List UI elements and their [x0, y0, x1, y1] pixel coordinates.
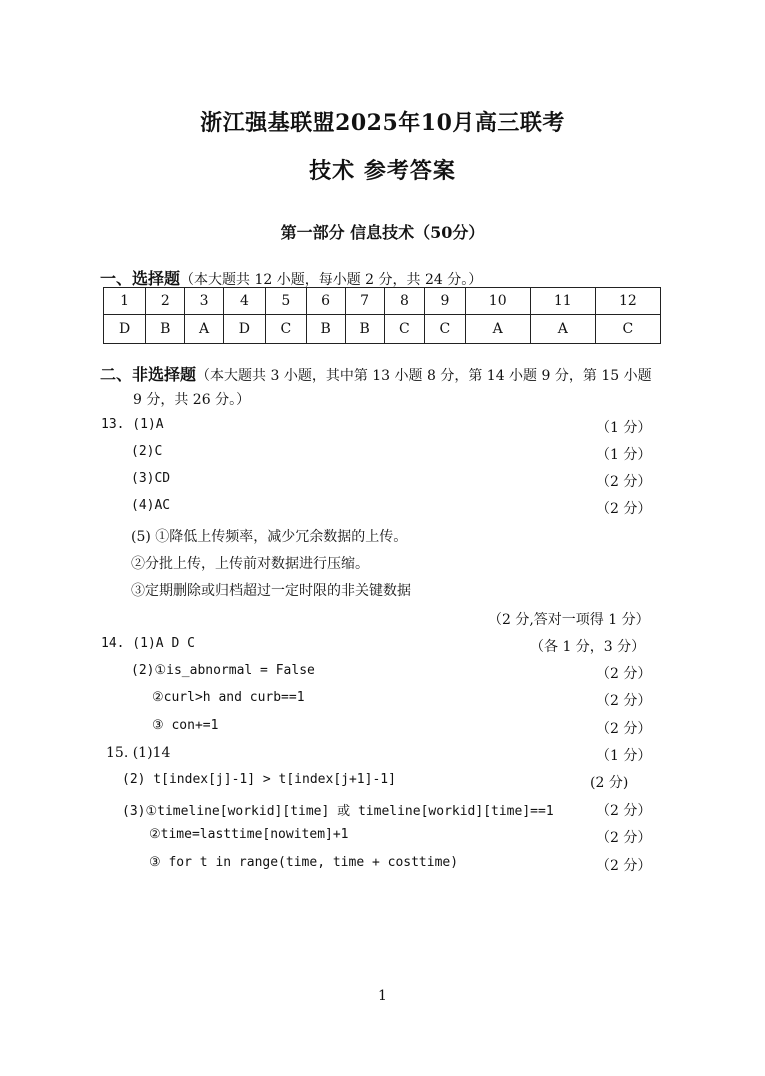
question-number: 5	[266, 288, 307, 315]
answer-cell: A	[530, 315, 595, 344]
q15-answer-1: 15. (1)14	[106, 745, 171, 761]
answer-cell: A	[465, 315, 530, 344]
question-number: 6	[306, 288, 345, 315]
part-title: 第一部分 信息技术（50分）	[280, 223, 485, 242]
question-number: 3	[185, 288, 223, 315]
q14-answer-2a: (2)①is_abnormal = False	[131, 663, 315, 678]
question-number: 4	[223, 288, 265, 315]
question-number: 11	[530, 288, 595, 315]
q13-answer-2: (2)C	[131, 444, 163, 459]
q13-answer-4: (4)AC	[131, 498, 171, 513]
q13-answer-1: 13. (1)A	[101, 417, 164, 432]
q14-score-3: （2 分）	[596, 693, 652, 709]
q13-score-2: （1 分）	[596, 447, 652, 463]
section1-note: （本大题共 12 小题，每小题 2 分，共 24 分。）	[180, 272, 483, 288]
q14-answer-1: 14. (1)A D C	[101, 636, 195, 651]
page-title: 浙江强基联盟2025年10月高三联考	[200, 110, 565, 136]
section2-note-line2: 9 分，共 26 分。）	[133, 392, 251, 408]
q13-score-5: （2 分,答对一项得 1 分）	[488, 612, 650, 628]
answer-cell: B	[345, 315, 384, 344]
question-number: 1	[104, 288, 146, 315]
q15-answer-2: (2) t[index[j]-1] > t[index[j+1]-1]	[122, 772, 396, 787]
multiple-choice-answer-table	[103, 287, 661, 344]
question-number: 2	[146, 288, 185, 315]
q14-score-1: （各 1 分，3 分）	[530, 639, 646, 655]
q14-answer-2b: ②curl>h and curb==1	[152, 690, 305, 705]
page-number: 1	[378, 988, 387, 1004]
q15-answer-3c: ③ for t in range(time, time + costtime)	[149, 855, 459, 870]
q13-score-1: （1 分）	[596, 420, 652, 436]
question-number: 9	[425, 288, 466, 315]
q13-answer-3: (3)CD	[131, 471, 171, 486]
section2-title: 二、非选择题	[100, 365, 197, 384]
answer-cell: B	[306, 315, 345, 344]
q13-answer-5b: ②分批上传，上传前对数据进行压缩。	[131, 556, 369, 572]
answer-cell: A	[185, 315, 223, 344]
q15-score-1: （1 分）	[596, 748, 652, 764]
section2-note-line1: （本大题共 3 小题，其中第 13 小题 8 分，第 14 小题 9 分，第 15 小题	[196, 368, 652, 384]
question-number-row	[104, 288, 661, 315]
answer-cell: B	[146, 315, 185, 344]
q14-score-4: （2 分）	[596, 721, 652, 737]
answer-cell: C	[266, 315, 307, 344]
section2-heading	[100, 362, 652, 385]
q14-answer-2c: ③ con+=1	[152, 718, 219, 733]
answer-cell: C	[384, 315, 425, 344]
answer-cell: D	[104, 315, 146, 344]
q15-answer-3b: ②time=lasttime[nowitem]+1	[149, 827, 349, 842]
answer-cell: C	[425, 315, 466, 344]
q13-answer-5c: ③定期删除或归档超过一定时限的非关键数据	[131, 583, 411, 599]
section1-heading	[100, 266, 482, 289]
q13-score-4: （2 分）	[596, 501, 652, 517]
q15-score-4: （2 分）	[596, 830, 652, 846]
q15-answer-3a: (3)①timeline[workid][time] 或 timeline[workid][time]==1	[122, 804, 554, 819]
page-subtitle: 技术 参考答案	[309, 158, 456, 184]
q15-score-2: (2 分)	[590, 775, 629, 791]
answer-row	[104, 315, 661, 344]
q13-score-3: （2 分）	[596, 474, 652, 490]
q15-score-5: （2 分）	[596, 858, 652, 874]
q14-score-2: （2 分）	[596, 666, 652, 682]
question-number: 8	[384, 288, 425, 315]
section1-title: 一、选择题	[100, 269, 181, 288]
question-number: 10	[465, 288, 530, 315]
question-number: 7	[345, 288, 384, 315]
q15-score-3: （2 分）	[596, 803, 652, 819]
answer-cell: D	[223, 315, 265, 344]
question-number: 12	[595, 288, 660, 315]
q13-answer-5a: (5) ①降低上传频率，减少冗余数据的上传。	[131, 529, 408, 545]
answer-cell: C	[595, 315, 660, 344]
